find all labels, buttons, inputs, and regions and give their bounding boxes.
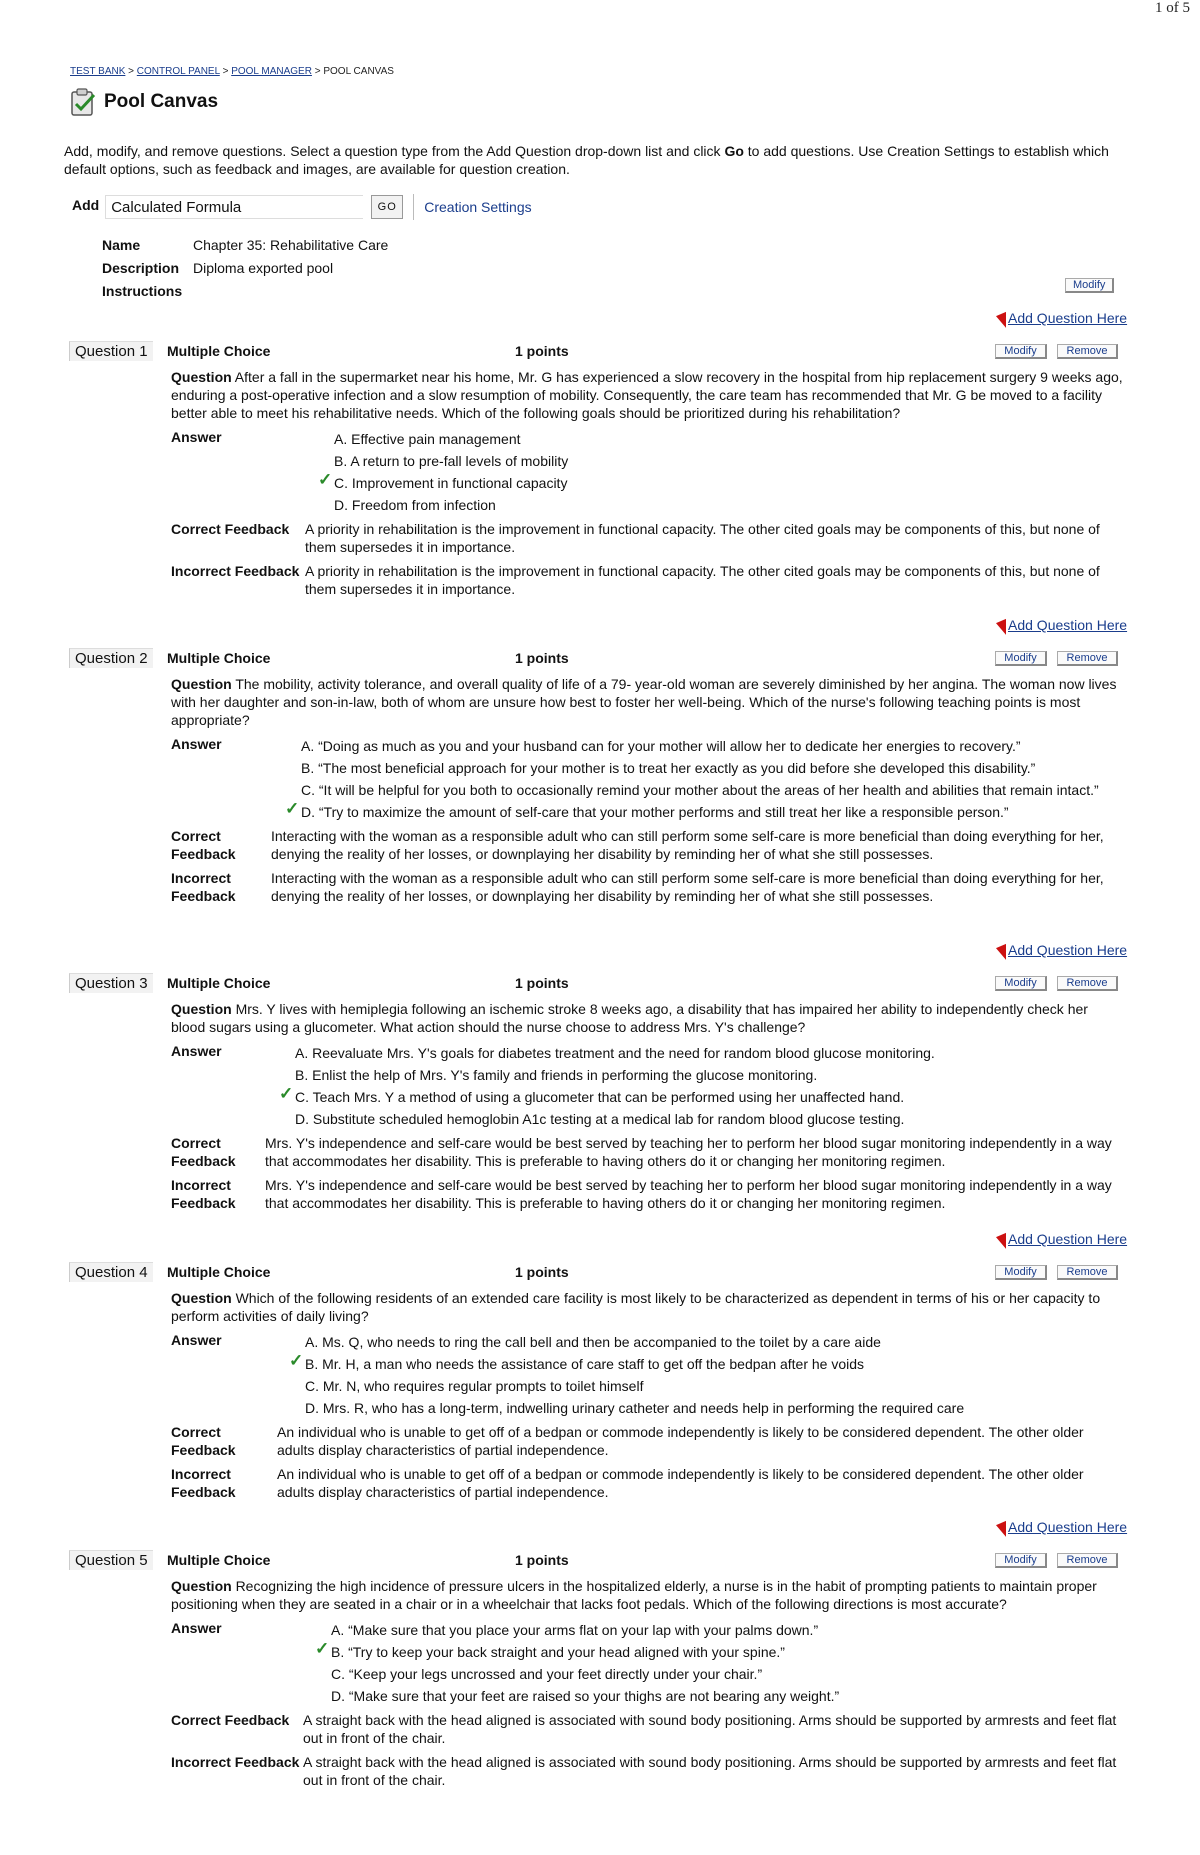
intro-text: Add, modify, and remove questions. Select a question type from the Add Question drop-down list and click Go to add questions. Use Creation Settings to establish which default options, such as feedback and images, are available for question creation.: [64, 143, 1109, 177]
remove-question-button[interactable]: Remove: [1057, 651, 1118, 666]
add-question-here-link[interactable]: Add Question Here: [1008, 1519, 1128, 1535]
breadcrumb-separator: >: [222, 66, 229, 77]
answer-option-text: C. Mr. N, who requires regular prompts to toilet himself: [305, 1378, 644, 1394]
check-mark-icon: ✓: [279, 1084, 294, 1103]
question-points: 1 points: [515, 975, 569, 991]
red-arrow-icon: [996, 940, 1006, 960]
question-number: Question 4: [69, 1262, 153, 1282]
question-type: Multiple Choice: [167, 1552, 271, 1568]
incorrect-feedback-label: Incorrect Feedback: [171, 1177, 236, 1211]
instructions-label: Instructions: [102, 282, 183, 299]
page-number: 1 of 5: [1155, 0, 1190, 16]
answer-option-text: A. Effective pain management: [334, 431, 521, 447]
description-label: Description: [102, 259, 180, 276]
question-text: Recognizing the high incidence of pressure ulcers in the hospitalized elderly, a nurse is in the habit of prompting patients to maintain proper positioning when they are seated in a chair or in a wheelchair that lacks foot pedals. Which of the following directions is most accurate?: [171, 1578, 1097, 1612]
modify-question-button[interactable]: Modify: [995, 651, 1047, 666]
page-header: [70, 88, 218, 116]
remove-question-button[interactable]: Remove: [1057, 976, 1118, 991]
question-text: Mrs. Y lives with hemiplegia following an ischemic stroke 8 weeks ago, a disability that has impaired her ability to independently check her blood sugars using a glucometer. What action should the nurse choose to address Mrs. Y's challenge?: [171, 1001, 1088, 1035]
answer-option: [331, 1687, 1123, 1705]
question-header: [69, 1550, 1121, 1572]
correct-feedback-text: A priority in rehabilitation is the improvement in functional capacity. The other cited goals may be components of this, but none of them supersedes it in importance.: [305, 521, 1100, 555]
remove-question-button[interactable]: Remove: [1057, 344, 1118, 359]
add-question-here-link[interactable]: Add Question Here: [1008, 1231, 1128, 1247]
correct-feedback-text: Mrs. Y's independence and self-care would be best served by teaching her to perform her blood sugar monitoring independently in a way that accommodates her disability. This is preferable to having others do it or changing her monitoring regimen.: [265, 1135, 1112, 1169]
answer-label: Answer: [171, 736, 222, 752]
check-mark-icon: ✓: [318, 470, 333, 489]
breadcrumb-test-bank[interactable]: TEST BANK: [70, 66, 126, 77]
answer-option-text: D. Freedom from infection: [334, 497, 496, 513]
question-text-block: [171, 368, 1123, 422]
go-button[interactable]: GO: [371, 195, 403, 219]
answer-option-text: D. “Make sure that your feet are raised so your thighs are not bearing any weight.”: [331, 1688, 840, 1704]
incorrect-feedback-text: Mrs. Y's independence and self-care would be best served by teaching her to perform her blood sugar monitoring independently in a way that accommodates her disability. This is preferable to having others do it or changing her monitoring regimen.: [265, 1177, 1112, 1211]
answer-option: [334, 496, 1123, 514]
answer-option: [301, 759, 1123, 777]
answer-label: Answer: [171, 1332, 222, 1348]
answer-block: [171, 1042, 1123, 1128]
incorrect-feedback-row: [171, 1176, 1123, 1212]
question-label: Question: [171, 1001, 232, 1017]
question-label: Question: [171, 1290, 232, 1306]
answer-option-text: A. “Make sure that you place your arms flat on your lap with your palms down.”: [331, 1622, 819, 1638]
incorrect-feedback-label: Incorrect Feedback: [171, 1466, 236, 1500]
correct-feedback-label: Correct Feedback: [171, 521, 290, 537]
question-label: Question: [171, 369, 232, 385]
incorrect-feedback-row: [171, 562, 1123, 598]
question-number: Question 5: [69, 1550, 153, 1570]
answer-option-text: C. Teach Mrs. Y a method of using a glucometer that can be performed using her unaffected hand.: [295, 1089, 905, 1105]
pool-description: Diploma exported pool: [193, 259, 334, 276]
question-points: 1 points: [515, 343, 569, 359]
question-type-select[interactable]: Calculated Formula: [105, 195, 363, 219]
question-text: After a fall in the supermarket near his home, Mr. G has experienced a slow recovery in the hospital from hip replacement surgery 9 weeks ago, enduring a post-operative infection and a slow resumption of mobility. Consequently, the care team has recommended that Mr. G be moved to a facility better able to meet his rehabilitative needs. Which of the following goals should be prioritized during his rehabilitation?: [171, 369, 1123, 421]
correct-feedback-text: A straight back with the head aligned is associated with sound body positioning. Arms should be supported by armrests and feet flat out in front of the chair.: [303, 1712, 1117, 1746]
question-body: [171, 675, 1123, 905]
breadcrumb-pool-manager[interactable]: POOL MANAGER: [231, 66, 312, 77]
correct-feedback-text: Interacting with the woman as a responsible adult who can still perform some self-care is more beneficial than doing everything for her, denying the reality of her losses, or downplaying her disability by reminding her of what she still possesses.: [271, 828, 1104, 862]
answer-option: [334, 452, 1123, 470]
question-body: [171, 1000, 1123, 1212]
add-question-here-link[interactable]: Add Question Here: [1008, 310, 1128, 326]
modify-question-button[interactable]: Modify: [995, 344, 1047, 359]
question-type: Multiple Choice: [167, 650, 271, 666]
answer-option-text: D. “Try to maximize the amount of self-care that your mother performs and still treat her like a responsible person.”: [301, 804, 1009, 820]
question-type: Multiple Choice: [167, 1264, 271, 1280]
add-question-here[interactable]: [996, 942, 1127, 958]
answer-option: [334, 430, 1123, 448]
incorrect-feedback-text: An individual who is unable to get off of a bedpan or commode independently is likely to be considered dependent. The other older adults display characteristics of partial independence.: [277, 1466, 1084, 1500]
answer-label: Answer: [171, 1043, 222, 1059]
question-points: 1 points: [515, 650, 569, 666]
answer-option-text: B. Enlist the help of Mrs. Y's family and friends in performing the glucose monitoring.: [295, 1067, 818, 1083]
instructions-modify-button[interactable]: Modify: [1065, 278, 1114, 293]
modify-question-button[interactable]: Modify: [995, 976, 1047, 991]
answer-option-text: C. Improvement in functional capacity: [334, 475, 568, 491]
question-number: Question 2: [69, 648, 153, 668]
incorrect-feedback-row: [171, 1753, 1123, 1789]
incorrect-feedback-text: A priority in rehabilitation is the improvement in functional capacity. The other cited goals may be components of this, but none of them supersedes it in importance.: [305, 563, 1100, 597]
answer-option-text: A. Ms. Q, who needs to ring the call bell and then be accompanied to the toilet by a care aide: [305, 1334, 881, 1350]
answer-option: [295, 1066, 1123, 1084]
add-question-here[interactable]: [996, 617, 1127, 633]
incorrect-feedback-row: [171, 869, 1123, 905]
correct-feedback-label: Correct Feedback: [171, 828, 236, 862]
answer-option-text: C. “It will be helpful for you both to occasionally remind your mother about the areas of her health and abilities that remain intact.”: [301, 782, 1099, 798]
answer-option: [318, 470, 1123, 492]
answer-option: [285, 799, 1123, 821]
answer-option-text: D. Mrs. R, who has a long-term, indwelling urinary catheter and needs help in performing the required care: [305, 1400, 965, 1416]
correct-feedback-row: [171, 1134, 1123, 1170]
incorrect-feedback-label: Incorrect Feedback: [171, 870, 236, 904]
answer-option: [301, 737, 1123, 755]
modify-question-button[interactable]: Modify: [995, 1265, 1047, 1280]
question-body: [171, 1577, 1123, 1789]
answer-option-text: B. “Try to keep your back straight and your head aligned with your spine.”: [331, 1644, 785, 1660]
question-body: [171, 1289, 1123, 1501]
red-arrow-icon: [996, 615, 1006, 635]
answer-option-text: D. Substitute scheduled hemoglobin A1c testing at a medical lab for random blood glucose testing.: [295, 1111, 905, 1127]
answer-option: [305, 1333, 1123, 1351]
question-points: 1 points: [515, 1552, 569, 1568]
question-text: Which of the following residents of an extended care facility is most likely to be characterized as dependent in terms of his or her capacity to perform activities of daily living?: [171, 1290, 1101, 1324]
answer-option: [301, 781, 1123, 799]
name-label: Name: [102, 236, 141, 253]
correct-feedback-row: [171, 827, 1123, 863]
add-question-bar: [72, 194, 532, 220]
red-arrow-icon: [996, 1517, 1006, 1537]
question-label: Question: [171, 676, 232, 692]
question-text: The mobility, activity tolerance, and overall quality of life of a 79- year-old woman are severely diminished by her angina. The woman now lives with her daughter and son-in-law, both of whom are unsure how best to foster her well-being. Which of the nurse's following teaching points is most appropriate?: [171, 676, 1117, 728]
question-header: [69, 648, 1121, 670]
remove-question-button[interactable]: Remove: [1057, 1265, 1118, 1280]
clipboard-check-icon: [70, 88, 96, 116]
question-text-block: [171, 1577, 1123, 1613]
question-number: Question 3: [69, 973, 153, 993]
add-label: Add: [72, 197, 100, 213]
answer-label: Answer: [171, 429, 222, 445]
answer-option: [289, 1351, 1123, 1373]
answer-option-text: C. “Keep your legs uncrossed and your feet directly under your chair.”: [331, 1666, 763, 1682]
answer-block: [171, 735, 1123, 821]
check-mark-icon: ✓: [289, 1351, 304, 1370]
answer-option: [331, 1621, 1123, 1639]
breadcrumb: [70, 66, 394, 77]
answer-option-text: B. A return to pre-fall levels of mobility: [334, 453, 569, 469]
add-question-here-link[interactable]: Add Question Here: [1008, 942, 1128, 958]
answer-option: [305, 1377, 1123, 1395]
answer-option-text: B. “The most beneficial approach for your mother is to treat her exactly as you did before she developed this disability.”: [301, 760, 1036, 776]
add-question-here[interactable]: [996, 310, 1127, 326]
answer-label: Answer: [171, 1620, 222, 1636]
incorrect-feedback-text: A straight back with the head aligned is associated with sound body positioning. Arms should be supported by armrests and feet flat out in front of the chair.: [303, 1754, 1117, 1788]
modify-question-button[interactable]: Modify: [995, 1553, 1047, 1568]
question-header: [69, 973, 1121, 995]
check-mark-icon: ✓: [315, 1639, 330, 1658]
question-body: [171, 368, 1123, 598]
correct-feedback-text: An individual who is unable to get off of a bedpan or commode independently is likely to be considered dependent. The other older adults display characteristics of partial independence.: [277, 1424, 1084, 1458]
answer-block: [171, 1619, 1123, 1705]
answer-option: [295, 1110, 1123, 1128]
incorrect-feedback-row: [171, 1465, 1123, 1501]
remove-question-button[interactable]: Remove: [1057, 1553, 1118, 1568]
correct-feedback-row: [171, 1423, 1123, 1459]
breadcrumb-separator: >: [128, 66, 135, 77]
creation-settings-link[interactable]: Creation Settings: [424, 199, 532, 215]
correct-feedback-label: Correct Feedback: [171, 1712, 290, 1728]
pool-info: [102, 233, 388, 302]
add-question-here-link[interactable]: Add Question Here: [1008, 617, 1128, 633]
breadcrumb-pool-canvas: POOL CANVAS: [323, 66, 394, 77]
check-mark-icon: ✓: [285, 799, 300, 818]
answer-option-text: A. “Doing as much as you and your husband can for your mother will allow her to dedicate her energies to recovery.”: [301, 738, 1021, 754]
correct-feedback-label: Correct Feedback: [171, 1135, 236, 1169]
answer-option-text: A. Reevaluate Mrs. Y's goals for diabetes treatment and the need for random blood glucose monitoring.: [295, 1045, 935, 1061]
add-question-here[interactable]: [996, 1231, 1127, 1247]
answer-option-text: B. Mr. H, a man who needs the assistance of care staff to get off the bedpan after he voids: [305, 1356, 865, 1372]
answer-block: [171, 428, 1123, 514]
red-arrow-icon: [996, 308, 1006, 328]
breadcrumb-control-panel[interactable]: CONTROL PANEL: [136, 66, 220, 77]
question-text-block: [171, 675, 1123, 729]
question-points: 1 points: [515, 1264, 569, 1280]
breadcrumb-separator: >: [314, 66, 321, 77]
correct-feedback-label: Correct Feedback: [171, 1424, 236, 1458]
question-number: Question 1: [69, 341, 153, 361]
incorrect-feedback-label: Incorrect Feedback: [171, 563, 300, 579]
red-arrow-icon: [996, 1229, 1006, 1249]
add-question-here[interactable]: [996, 1519, 1127, 1535]
correct-feedback-row: [171, 1711, 1123, 1747]
question-type: Multiple Choice: [167, 343, 271, 359]
question-text-block: [171, 1289, 1123, 1325]
question-label: Question: [171, 1578, 232, 1594]
correct-feedback-row: [171, 520, 1123, 556]
pool-name: Chapter 35: Rehabilitative Care: [193, 236, 389, 253]
question-header: [69, 1262, 1121, 1284]
answer-option: [305, 1399, 1123, 1417]
answer-option: [295, 1044, 1123, 1062]
question-header: [69, 341, 1121, 363]
page-title: Pool Canvas: [104, 91, 219, 112]
question-text-block: [171, 1000, 1123, 1036]
incorrect-feedback-text: Interacting with the woman as a responsible adult who can still perform some self-care is more beneficial than doing everything for her, denying the reality of her losses, or downplaying her disability by reminding her of what she still possesses.: [271, 870, 1104, 904]
answer-block: [171, 1331, 1123, 1417]
answer-option: [331, 1665, 1123, 1683]
answer-option: [315, 1639, 1123, 1661]
answer-option: [279, 1084, 1123, 1106]
question-type: Multiple Choice: [167, 975, 271, 991]
divider: [413, 194, 414, 220]
incorrect-feedback-label: Incorrect Feedback: [171, 1754, 300, 1770]
